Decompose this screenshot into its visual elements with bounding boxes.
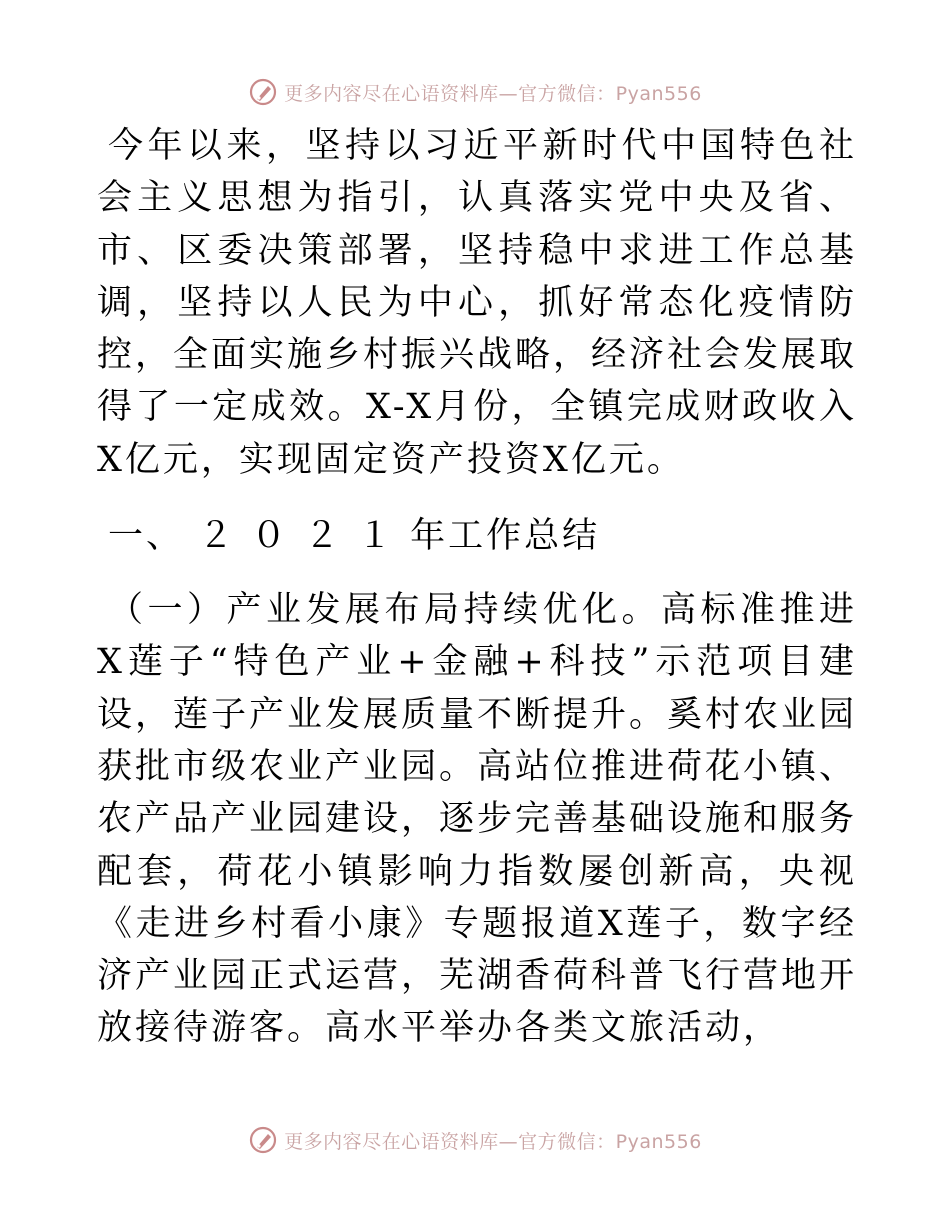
footer-watermark <box>0 1120 950 1160</box>
heading-year: ２０２１ <box>198 516 411 557</box>
section-1-paragraph: （一）产业发展布局持续优化。高标准推进X莲子“特色产业+金融+科技”示范项目建设，莲子产业发展质量不断提升。奚村农业园获批市级农业产业园。高站位推进荷花小镇、农产品产业园建设，逐步完善基础设施和服务配套，荷花小镇影响力指数屡创新高，央视《走进乡村看小康》专题报道X莲子，数字经济产业园正式运营，芜湖香荷科普飞行营地开放接待游客。高水平举办各类文旅活动， <box>97 590 858 1049</box>
section-heading <box>108 510 857 562</box>
fountain-pen-logo-icon <box>248 1125 278 1155</box>
fountain-pen-logo-icon <box>248 77 278 107</box>
intro-paragraph: 今年以来，坚持以习近平新时代中国特色社会主义思想为指引，认真落实党中央及省、市、区委决策部署，坚持稳中求进工作总基调，坚持以人民为中心，抓好常态化疫情防控，全面实施乡村振兴战略，经济社会发展取得了一定成效。X-X月份，全镇完成财政收入X亿元，实现固定资产投资X亿元。 <box>97 126 858 480</box>
watermark-text: 更多内容尽在心语资料库—官方微信：Pyan556 <box>284 1130 702 1153</box>
heading-suffix: 年工作总结 <box>410 516 601 557</box>
watermark-text: 更多内容尽在心语资料库—官方微信：Pyan556 <box>284 82 702 105</box>
header-watermark <box>0 72 950 112</box>
heading-prefix: 一、 <box>108 516 185 557</box>
document-body <box>97 120 857 1055</box>
